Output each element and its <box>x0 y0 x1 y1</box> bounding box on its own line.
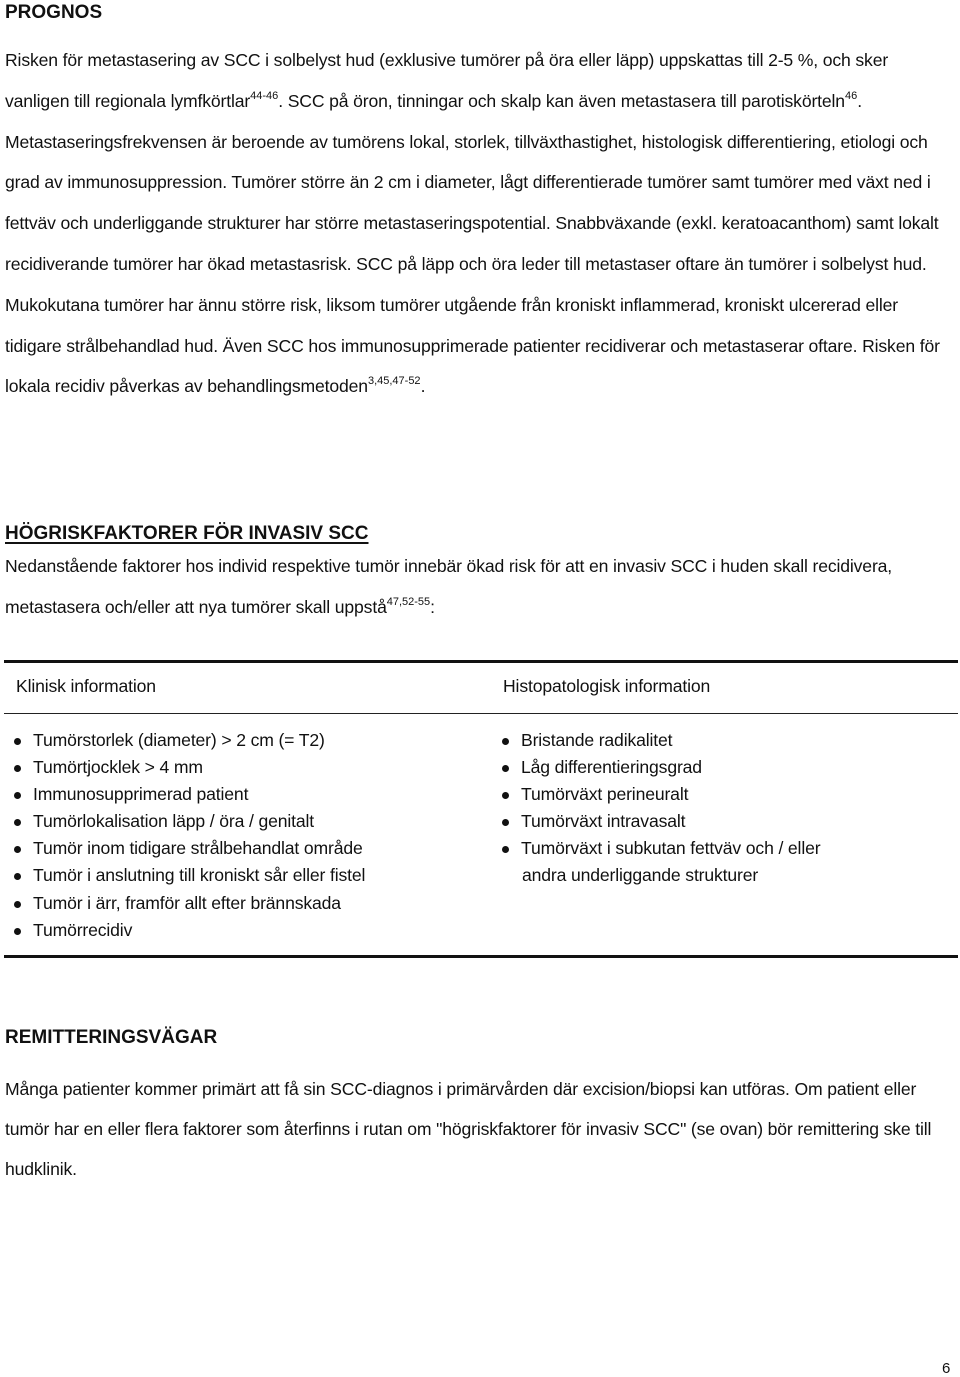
reference-superscript: 3,45,47-52 <box>367 375 421 388</box>
reference-superscript: 46 <box>844 89 858 102</box>
list-item: Tumörrecidiv <box>13 917 365 944</box>
section-heading-prognos: PROGNOS <box>5 2 103 23</box>
column-header-histopathological: Histopatologisk information <box>503 676 711 696</box>
list-item: Låg differentieringsgrad <box>501 754 820 781</box>
bullet-icon <box>502 819 509 826</box>
bullet-icon <box>14 819 21 826</box>
reference-superscript: 47,52-55 <box>386 595 431 608</box>
referral-paragraph: Många patienter kommer primärt att få sin SCC-diagnos i primärvården där excision/biopsi kan utföras. Om patient eller tumör har en eller flera faktorer som återfinns i rutan om "högriskfaktorer för invasiv SCC" (se ovan) bör remittering ske till hudklinik. <box>5 1079 932 1179</box>
clinical-factor-list <box>13 727 365 944</box>
section-heading-risk-factors: HÖGRISKFAKTORER FÖR INVASIV SCC <box>5 523 369 544</box>
list-item: Tumörtjocklek > 4 mm <box>13 754 365 781</box>
page-number: 6 <box>942 1360 951 1377</box>
table-header-rule <box>4 713 958 714</box>
section-heading-referral: REMITTERINGSVÄGAR <box>5 1027 218 1048</box>
histopathological-factor-list <box>501 727 820 890</box>
list-item: Immunosupprimerad patient <box>13 781 365 808</box>
column-header-clinical: Klinisk information <box>16 676 156 696</box>
table-top-rule <box>4 660 958 663</box>
list-item: Tumör inom tidigare strålbehandlat område <box>13 835 365 862</box>
bullet-icon <box>502 738 509 745</box>
bullet-icon <box>14 765 21 772</box>
list-item: Bristande radikalitet <box>501 727 820 754</box>
bullet-icon <box>502 846 509 853</box>
bullet-icon <box>14 873 21 880</box>
prognos-text-4: . <box>420 376 426 397</box>
bullet-icon <box>14 928 21 935</box>
prognos-text-1: Risken för metastasering av SCC i solbelyst hud (exklusive tumörer på öra eller läpp) uppskattas till 2-5 %, och sker vanligen till regionala lymfkörtlar <box>5 50 889 111</box>
risk-intro-text: Nedanstående faktorer hos individ respektive tumör innebär ökad risk för att en invasiv SCC i huden skall recidivera, metastasera och/eller att nya tumörer skall uppstå <box>5 556 893 617</box>
bullet-icon <box>14 738 21 745</box>
list-item-continuation: andra underliggande strukturer <box>522 865 759 886</box>
prognos-text-3: . Metastaseringsfrekvensen är beroende av tumörens lokal, storlek, tillväxthastighet, histologisk differentiering, etiologi och grad av immunosuppression. Tumörer större än 2 cm i diameter, lågt differentierade tumörer samt tumörer med växt ned i fettväv och underliggande strukturer har större metastaseringspotential. Snabbväxande (exkl. keratoacanthom) samt lokalt recidiverande tumörer har ökad metastasrisk. SCC på läpp och öra leder till metastaser oftare än tumörer i solbelyst hud. Mukokutana tumörer har ännu större risk, liksom tumörer utgående från kroniskt inflammerad, kroniskt ulcererad eller tidigare strålbehandlad hud. Även SCC hos immunosupprimerade patienter recidiverar och metastaserar oftare. Risken för lokala recidiv påverkas av behandlingsmetoden <box>5 90 940 397</box>
bullet-icon <box>502 765 509 772</box>
list-item: Tumörväxt i subkutan fettväv och / eller <box>501 835 820 862</box>
prognos-text-2: . SCC på öron, tinningar och skalp kan även metastasera till parotiskörteln <box>278 90 845 111</box>
risk-factors-intro <box>5 546 955 628</box>
list-item: Tumör i ärr, framför allt efter brännskada <box>13 890 365 917</box>
reference-superscript: 44-46 <box>250 89 279 102</box>
risk-factor-table <box>4 660 958 960</box>
list-item: Tumörstorlek (diameter) > 2 cm (= T2) <box>13 727 365 754</box>
bullet-icon <box>14 901 21 908</box>
bullet-icon <box>14 846 21 853</box>
table-bottom-rule <box>4 955 958 958</box>
list-item: Tumör i anslutning till kroniskt sår eller fistel <box>13 862 365 889</box>
risk-intro-end: : <box>430 596 435 617</box>
list-item: Tumörväxt perineuralt <box>501 781 820 808</box>
list-item: Tumörväxt intravasalt <box>501 808 820 835</box>
bullet-icon <box>502 792 509 799</box>
prognos-paragraph <box>5 40 955 407</box>
list-item: Tumörlokalisation läpp / öra / genitalt <box>13 808 365 835</box>
bullet-icon <box>14 792 21 799</box>
